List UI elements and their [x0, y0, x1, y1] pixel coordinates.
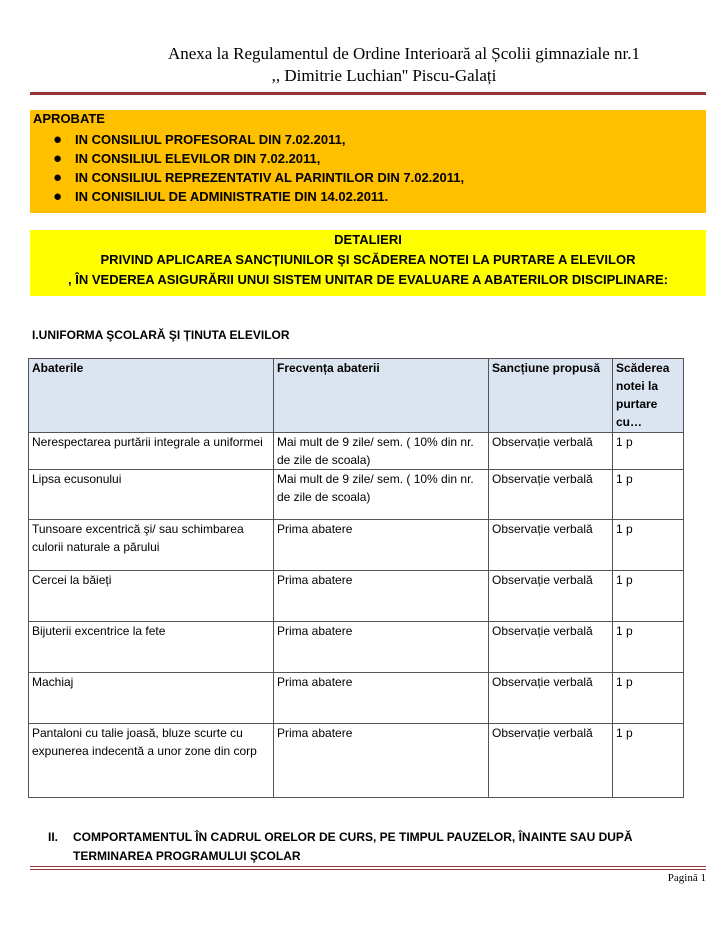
table-cell: Observație verbală: [489, 433, 613, 470]
table-cell: Observație verbală: [489, 724, 613, 798]
bullet-icon: ●: [53, 150, 63, 167]
table-cell: Mai mult de 9 zile/ sem. ( 10% din nr. de zile de scoala): [274, 470, 489, 520]
table-row: [29, 622, 684, 673]
details-subheading: PRIVIND APLICAREA SANCȚIUNILOR ŞI SCĂDEREA NOTEI LA PURTARE A ELEVILOR: [100, 252, 636, 267]
table-cell: Tunsoare excentrică şi/ sau schimbarea culorii naturale a părului: [29, 520, 274, 571]
table-cell: 1 p: [613, 673, 684, 724]
bullet-icon: ●: [53, 131, 63, 148]
table-cell: Cercei la băieți: [29, 571, 274, 622]
header-rule: [30, 92, 706, 95]
table-cell: Pantaloni cu talie joasă, bluze scurte cu expunerea indecentă a unor zone din corp: [29, 724, 274, 798]
page-number: Pagină 1: [667, 872, 706, 884]
table-cell: 1 p: [613, 433, 684, 470]
footer-rule-secondary: [30, 869, 706, 870]
table-cell: Prima abatere: [274, 724, 489, 798]
table-row: [29, 433, 684, 470]
table-cell: Prima abatere: [274, 673, 489, 724]
table-cell: 1 p: [613, 724, 684, 798]
approval-item: ● IN CONSILIUL ELEVILOR DIN 7.02.2011,: [53, 150, 321, 167]
approval-item: ● IN CONSILIUL PROFESORAL DIN 7.02.2011,: [53, 131, 346, 148]
table-cell: Observație verbală: [489, 622, 613, 673]
header-title-line2: ,, Dimitrie Luchian'' Piscu-Galați: [271, 66, 497, 85]
details-heading: DETALIERI: [334, 232, 402, 247]
table-cell: 1 p: [613, 571, 684, 622]
table-cell: Observație verbală: [489, 571, 613, 622]
header-title-line1: Anexa la Regulamentul de Ordine Interioară al Școlii gimnaziale nr.1: [167, 44, 641, 63]
column-header: Abaterile: [29, 359, 274, 433]
approval-item: ● IN CONISILIUL DE ADMINISTRATIE DIN 14.02.2011.: [53, 188, 389, 205]
table-cell: Mai mult de 9 zile/ sem. ( 10% din nr. de zile de scoala): [274, 433, 489, 470]
table-cell: Prima abatere: [274, 571, 489, 622]
table-cell: Nerespectarea purtării integrale a uniformei: [29, 433, 274, 470]
bullet-icon: ●: [53, 169, 63, 186]
table-cell: Lipsa ecusonului: [29, 470, 274, 520]
approval-title: APROBATE: [33, 111, 105, 126]
table-row: [29, 724, 684, 798]
table-cell: Machiaj: [29, 673, 274, 724]
table-cell: 1 p: [613, 470, 684, 520]
table-cell: Observație verbală: [489, 520, 613, 571]
table-header-row: [29, 359, 684, 433]
sanctions-table: [28, 358, 684, 798]
table-cell: Prima abatere: [274, 520, 489, 571]
column-header: Scăderea notei la purtare cu…: [613, 359, 684, 433]
section-2-number: II.: [48, 830, 59, 844]
table-cell: Observație verbală: [489, 673, 613, 724]
approval-box: [30, 110, 706, 213]
table-cell: 1 p: [613, 622, 684, 673]
table-row: [29, 571, 684, 622]
details-box: [30, 230, 706, 296]
details-subheading-2: , ÎN VEDEREA ASIGURĂRII UNUI SISTEM UNITAR DE EVALUARE A ABATERILOR DISCIPLINARE:: [68, 272, 668, 287]
table-row: [29, 673, 684, 724]
approval-item: ● IN CONSILIUL REPREZENTATIV AL PARINTILOR DIN 7.02.2011,: [53, 169, 465, 186]
table-cell: Observație verbală: [489, 470, 613, 520]
approval-list: [30, 130, 464, 206]
bullet-icon: ●: [53, 188, 63, 205]
column-header: Sancțiune propusă: [489, 359, 613, 433]
table-row: [29, 470, 684, 520]
section-2-title: COMPORTAMENTUL ÎN CADRUL ORELOR DE CURS, PE TIMPUL PAUZELOR, ÎNAINTE SAU DUPĂ TERMINAREA PROGRAMULUI ŞCOLAR: [73, 830, 633, 863]
footer-rule: [30, 866, 706, 867]
section-1-title: I.UNIFORMA ŞCOLARĂ ŞI ȚINUTA ELEVILOR: [32, 328, 290, 342]
table-cell: Prima abatere: [274, 622, 489, 673]
column-header: Frecvența abaterii: [274, 359, 489, 433]
table-cell: Bijuterii excentrice la fete: [29, 622, 274, 673]
table-cell: 1 p: [613, 520, 684, 571]
table-row: [29, 520, 684, 571]
